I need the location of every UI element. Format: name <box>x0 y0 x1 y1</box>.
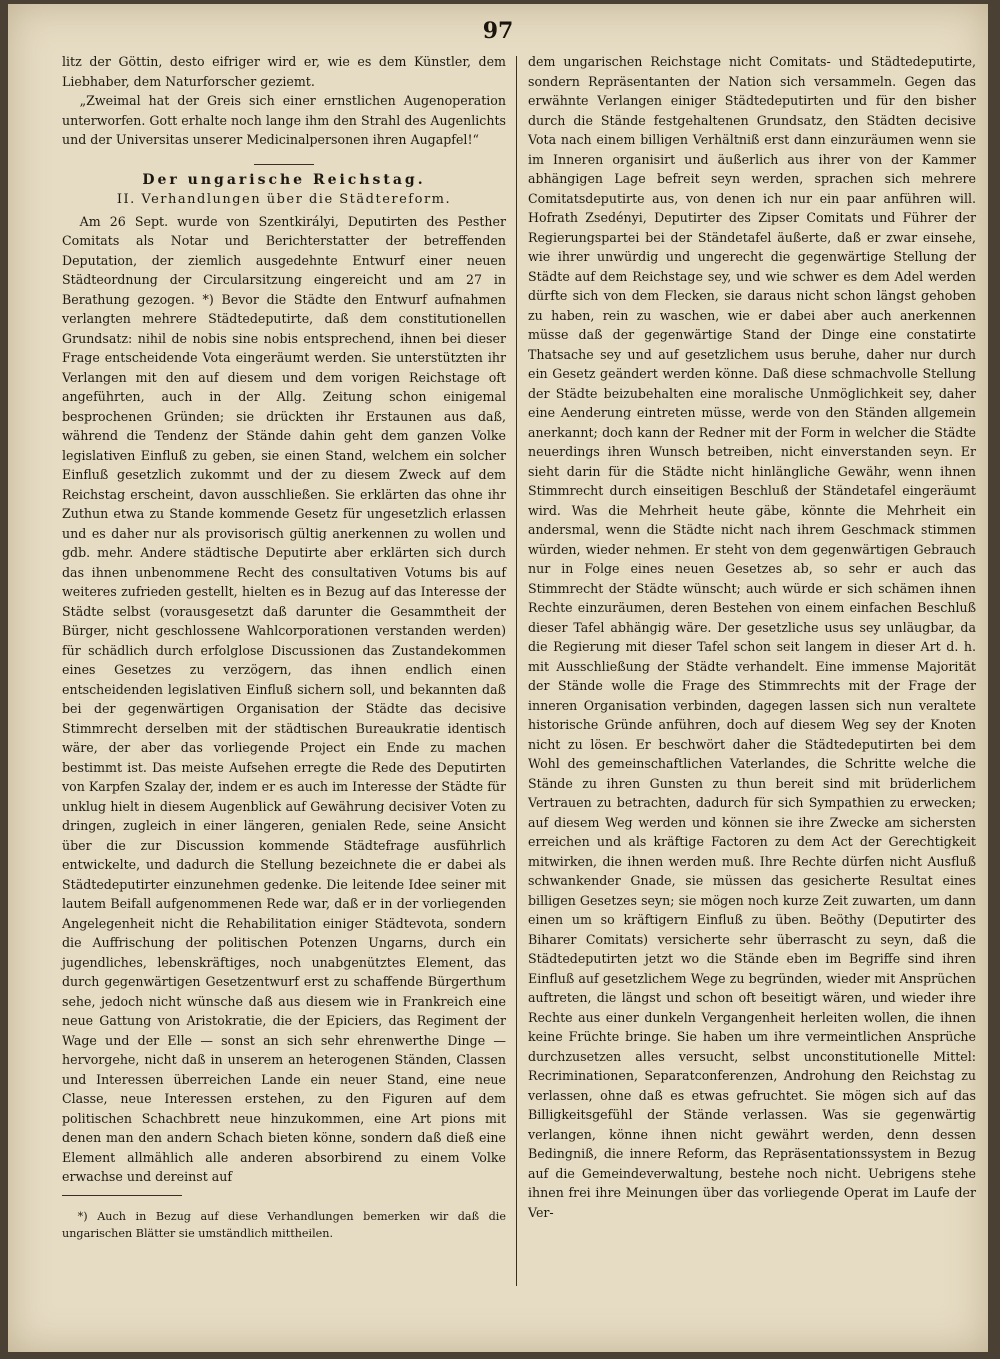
page-number: 97 <box>482 18 514 44</box>
footnote-divider <box>62 1195 182 1196</box>
intro-paragraph: „Zweimal hat der Greis sich einer ernstlichen Augenoperation unterworfen. Gott erhalte noch lange ihm den Strahl des Augenlichts und der Universitas unserer Medicinalpersonen ihren Augapfel!“ <box>62 93 506 147</box>
heading-divider <box>254 164 314 165</box>
right-column <box>528 52 976 1222</box>
intro-paragraph: litz der Göttin, desto eifriger wird er, wie es dem Künstler, dem Liebhaber, dem Naturforscher geziemt. <box>62 54 506 89</box>
newspaper-page <box>8 4 988 1352</box>
article-heading: Der ungarische Reichstag. <box>142 171 426 188</box>
column-divider <box>516 56 517 1286</box>
body-paragraph: dem ungarischen Reichstage nicht Comitats- und Städtedeputirte, sondern Repräsentanten der Nation sich versammeln. Gegen das erwähnte Verlangen einiger Städtedeputirten und für den bisher durch die Stände festgehaltenen Grundsatz, den Städten decisive Vota nach einem billigen Verhältniß erst dann einzuräumen wenn sie im Inneren organisirt und äußerlich aus ihrer von der Kammer abhängigen Lage befreit seyn werden, sprachen sich mehrere Comitatsdeputirte aus, von denen ich nur ein paar anführen will. Hofrath Zsedényi, Deputirter des Zipser Comitats und Führer der Regierungspartei bei der Ständetafel äußerte, daß er zwar einsehe, wie ihrer unwürdig und ungerecht die gegenwärtige Stellung der Städte auf dem Reichstage sey, und wie schwer es dem Adel werden dürfte sich von dem Flecken, sie daraus nicht schon längst gehoben zu haben, rein zu waschen, wie er dabei aber auch anerkennen müsse daß der gegenwärtige Stand der Dinge eine constatirte Thatsache sey und auf gesetzlichem usus beruhe, daher nur durch ein Gesetz geändert werden könne. Daß diese schmachvolle Stellung der Städte beizubehalten eine moralische Unmöglichkeit sey, daher eine Aenderung eintreten müsse, werde von den Ständen allgemein anerkannt; doch kann der Redner mit der Form in welcher die Städte neuerdings ihren Wunsch betreiben, nicht einverstanden seyn. Er sieht darin für die Städte nicht hinlängliche Gewähr, wenn ihnen Stimmrecht durch einseitigen Beschluß der Ständetafel eingeräumt wird. Was die Mehrheit heute gäbe, könnte die Mehrheit ein andersmal, wenn die Städte nicht nach ihrem Geschmack stimmen würden, wieder nehmen. Er steht von dem gegenwärtigen Gebrauch nur in Folge eines neuen Gesetzes ab, so sehr er auch das Stimmrecht der Städte wünscht; auch würde er sich schämen ihnen Rechte einzuräumen, deren Bestehen von einem einfachen Beschluß dieser Tafel abhängig wäre. Der gesetzliche usus sey unläugbar, da die Regierung mit dieser Tafel schon seit langem in dieser Art d. h. mit Ausschließung der Städte verhandelt. Eine immense Majorität der Stände wolle die Frage des Stimmrechts mit der Frage der inneren Organisation verbinden, dagegen lassen sich nun veraltete historische Gründe anführen, doch auf diesem Weg sey der Knoten nicht zu lösen. Er beschwört daher die Städtedeputirten bei dem Wohl des gemeinschaftlichen Vaterlandes, die Schritte welche die Stände zu ihren Gunsten zu thun bereit sind mit brüderlichem Vertrauen zu betrachten, dadurch für sich Sympathien zu erwecken; auf diesem Weg werden und können sie ihre Zwecke am sichersten erreichen und als kräftige Factoren zu dem Act der Gerechtigkeit mitwirken, die ihnen werden muß. Ihre Rechte dürfen nicht Ausfluß schwankender Gnade, sie müssen das gesicherte Resultat eines billigen Gesetzes seyn; sie mögen noch kurze Zeit zuwarten, um dann einen um so kräftigern Einfluß zu üben. Beöthy (Deputirter des Biharer Comitats) versicherte sehr überrascht zu seyn, daß die Städtedeputirten jetzt wo die Stände eben im Begriffe sind ihren Einfluß auf gesetzlichem Wege zu begründen, wieder mit Ansprüchen auftreten, die längst und schon oft beseitigt wären, und wieder ihre Rechte aus einer dunkeln Vergangenheit herleiten wollen, die ihnen keine Früchte bringe. Sie haben um ihre vermeintlichen Ansprüche durchzusetzen alles versucht, selbst unconstitutionelle Mittel: Recriminationen, Separatconferenzen, Androhung den Reichstag zu verlassen, ohne daß es etwas gefruchtet. Sie mögen sich auf das Billigkeitsgefühl der Stände verlassen. Was sie gegenwärtig verlangen, könne ihnen nicht gewährt werden, denn dessen Bedingniß, die innere Reform, das Repräsentationssystem in Bezug auf die Gemeindeverwaltung, bestehe noch nicht. Uebrigens stehe ihnen frei ihre Meinungen über das vorliegende Operat im Laufe der Ver- <box>528 54 976 1220</box>
left-column <box>62 52 506 1253</box>
footnote: *) Auch in Bezug auf diese Verhandlungen bemerken wir daß die ungarischen Blätter sie umständlich mittheilen. <box>62 1209 506 1240</box>
article-subheading: II. Verhandlungen über die Städtereform. <box>116 192 452 207</box>
body-paragraph: Am 26 Sept. wurde von Szentkirályi, Deputirten des Pesther Comitats als Notar und Berichterstatter der betreffenden Deputation, der ziemlich ausgedehnte Entwurf einer neuen Städteordnung der Circularsitzung eingereicht und am 27 in Berathung gezogen. *) Bevor die Städte den Entwurf aufnahmen verlangten mehrere Städtedeputirte, daß dem constitutionellen Grundsatz: nihil de nobis sine nobis entsprechend, ihnen bei dieser Frage entscheidende Vota eingeräumt werden. Sie unterstützten ihr Verlangen mit den auf diesem und dem vorigen Reichstage oft angeführten, auch in der Allg. Zeitung schon einigemal besprochenen Gründen; sie drückten ihr Erstaunen aus daß, während die Tendenz der Stände dahin geht dem ganzen Volke legislativen Einfluß zu geben, sie einen Stand, welchem ein solcher Einfluß gesetzlich zukommt und der zu diesem Zweck auf dem Reichstag erscheint, davon ausschließen. Sie erklärten das ohne ihr Zuthun etwa zu Stande kommende Gesetz für ungesetzlich erlassen und es daher nur als provisorisch gültig anerkennen zu wollen und gdb. mehr. Andere städtische Deputirte aber erklärten sich durch das ihnen unbenommene Recht des consultativen Votums bis auf weiteres zufrieden gestellt, hielten es in Bezug auf das Interesse der Städte selbst (vorausgesetzt daß darunter die Gesammtheit der Bürger, nicht geschlossene Wahlcorporationen verstanden werden) für schädlich durch erfolglose Discussionen das Zustandekommen eines Gesetzes zu verzögern, das ihnen endlich einen entscheidenden legislativen Einfluß sichern soll, und bekannten daß bei der gegenwärtigen Organisation der Städte das decisive Stimmrecht derselben mit der städtischen Bureaukratie identisch wäre, der aber das vorliegende Project ein Ende zu machen bestimmt ist. Das meiste Aufsehen erregte die Rede des Deputirten von Karpfen Szalay der, indem er es auch im Interesse der Städte für unklug hielt in diesem Augenblick auf Gewährung decisiver Voten zu dringen, zugleich in einer längeren, genialen Rede, seine Ansicht über die zur Discussion kommende Städtefrage ausführlich entwickelte, und dadurch die Stellung bezeichnete die er dabei als Städtedeputirter einzunehmen gedenke. Die leitende Idee seiner mit lautem Beifall aufgenommenen Rede war, daß er in der vorliegenden Angelegenheit nicht die Rehabilitation einiger Städtevota, sondern die Auffrischung der politischen Potenzen Ungarns, durch ein jugendliches, lebenskräftiges, noch unabgenütztes Element, das durch gegenwärtigen Gesetzentwurf erst zu schaffende Bürgerthum sehe, jedoch nicht wünsche daß aus diesem wie in Frankreich eine neue Gattung von Aristokratie, die der Epiciers, das Regiment der Wage und der Elle — sonst an sich sehr ehrenwerthe Dinge — hervorgehe, nicht daß in unserem an heterogenen Ständen, Classen und Interessen überreichen Lande ein neuer Stand, eine neue Classe, neue Interessen erstehen, zu den Figuren auf dem politischen Schachbrett neue hinzukommen, eine Art pions mit denen man den andern Schach bieten könne, sondern daß dieß eine Element allmählich alle anderen absorbirend zu einem Volke erwachse und dereinst auf <box>62 213 506 1184</box>
